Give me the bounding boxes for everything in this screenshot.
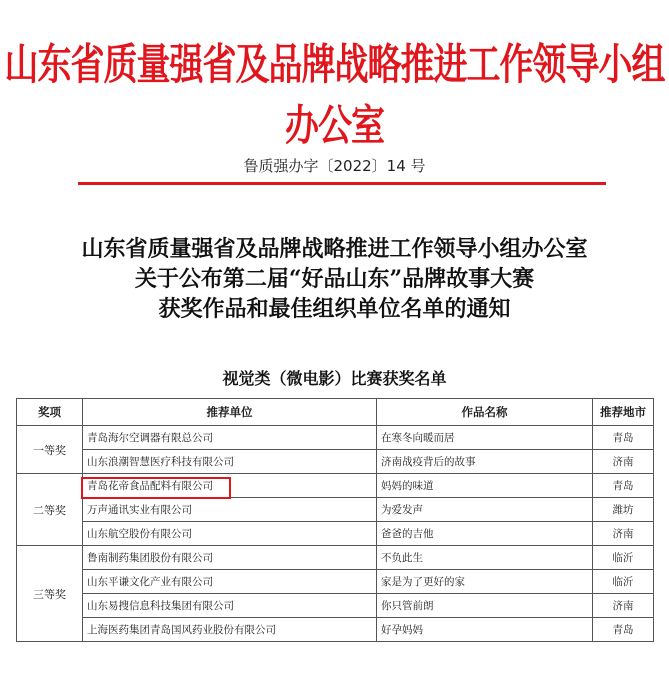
- city-cell: 临沂: [593, 570, 654, 594]
- header-unit: 推荐单位: [83, 399, 377, 426]
- table-row: [17, 618, 654, 642]
- document-number: 鲁质强办字〔2022〕14 号: [243, 157, 426, 175]
- unit-cell: 万声通讯实业有限公司: [83, 498, 377, 522]
- awards-table: [16, 398, 654, 642]
- city-cell: 青岛: [593, 474, 654, 498]
- city-cell: 济南: [593, 594, 654, 618]
- header-divider-line: [78, 182, 606, 185]
- unit-cell: 山东浪潮智慧医疗科技有限公司: [83, 450, 377, 474]
- table-row: [17, 426, 654, 450]
- unit-cell: 上海医药集团青岛国风药业股份有限公司: [83, 618, 377, 642]
- prize-second: 二等奖: [17, 474, 83, 546]
- work-cell: 为爱发声: [377, 498, 593, 522]
- city-cell: 济南: [593, 450, 654, 474]
- work-cell: 济南战疫背后的故事: [377, 450, 593, 474]
- table-row: [17, 570, 654, 594]
- notice-title-line-1: 山东省质量强省及品牌战略推进工作领导小组办公室: [81, 236, 588, 262]
- header-work: 作品名称: [377, 399, 593, 426]
- table-row: [17, 594, 654, 618]
- table-row: [17, 522, 654, 546]
- work-cell: 妈妈的味道: [377, 474, 593, 498]
- unit-cell-highlighted: 青岛花帝食品配料有限公司: [83, 474, 377, 498]
- unit-cell: 山东航空股份有限公司: [83, 522, 377, 546]
- office-header-title: 山东省质量强省及品牌战略推进工作领导小组办公室: [4, 40, 665, 152]
- city-cell: 潍坊: [593, 498, 654, 522]
- work-cell: 不负此生: [377, 546, 593, 570]
- prize-first: 一等奖: [17, 426, 83, 474]
- table-row: [17, 450, 654, 474]
- highlight-box: [81, 477, 231, 499]
- table-header-row: [17, 399, 654, 426]
- header-city: 推荐地市: [593, 399, 654, 426]
- work-cell: 在寒冬向暖而居: [377, 426, 593, 450]
- city-cell: 济南: [593, 522, 654, 546]
- unit-cell: 山东平谦文化产业有限公司: [83, 570, 377, 594]
- work-cell: 你只管前朗: [377, 594, 593, 618]
- work-cell: 家是为了更好的家: [377, 570, 593, 594]
- work-cell: 好孕妈妈: [377, 618, 593, 642]
- unit-cell: 鲁南制药集团股份有限公司: [83, 546, 377, 570]
- unit-cell: 青岛海尔空调器有限总公司: [83, 426, 377, 450]
- prize-third: 三等奖: [17, 546, 83, 642]
- unit-cell: 山东易搜信息科技集团有限公司: [83, 594, 377, 618]
- header-prize: 奖项: [17, 399, 83, 426]
- notice-title-line-3: 获奖作品和最佳组织单位名单的通知: [158, 296, 511, 322]
- city-cell: 临沂: [593, 546, 654, 570]
- table-row: [17, 498, 654, 522]
- work-cell: 爸爸的吉他: [377, 522, 593, 546]
- city-cell: 青岛: [593, 618, 654, 642]
- city-cell: 青岛: [593, 426, 654, 450]
- notice-title-line-2: 关于公布第二届“好品山东”品牌故事大赛: [134, 266, 535, 292]
- table-title: 视觉类（微电影）比赛获奖名单: [222, 369, 447, 388]
- table-row: [17, 546, 654, 570]
